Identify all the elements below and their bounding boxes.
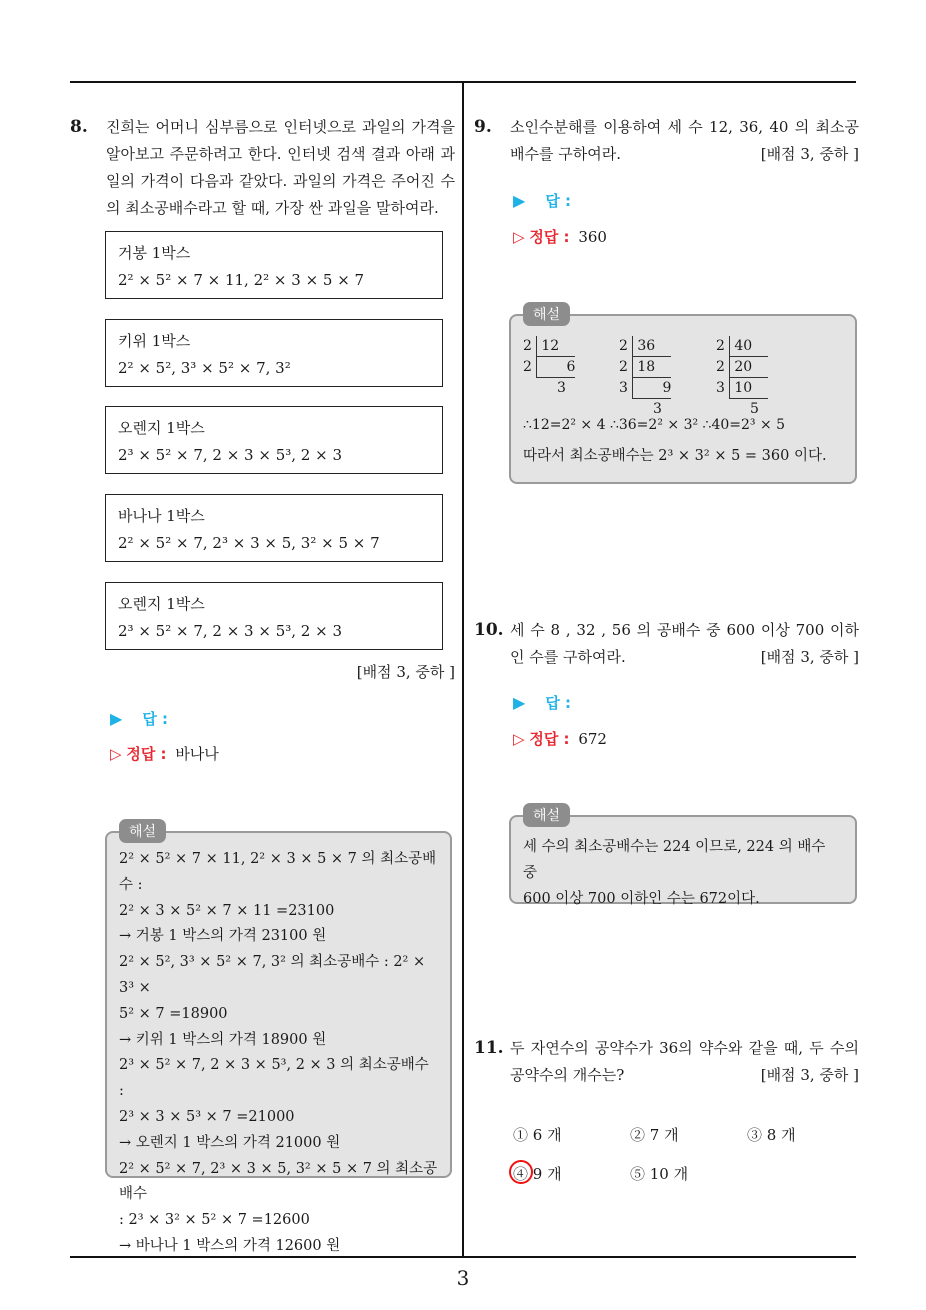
solution-line: : 2³ × 3² × 5² × 7 =12600 — [119, 1212, 310, 1229]
q8-solution — [105, 824, 452, 1254]
correct-value: 672 — [578, 730, 607, 748]
solution-tag: 해설 — [523, 803, 570, 827]
fruit-box-3 — [105, 494, 443, 562]
correct-value: 360 — [578, 228, 607, 246]
answer-label: 답 : — [545, 192, 572, 210]
choice-3[interactable]: ③ 8 개 — [747, 1126, 796, 1144]
solution-tag: 해설 — [523, 302, 570, 326]
question-11 — [474, 1035, 859, 1089]
correct-label: 정답 : — [126, 745, 167, 763]
choice-1[interactable]: ① 6 개 — [513, 1126, 562, 1144]
correct-triangle-icon: ▷ — [513, 228, 525, 246]
question-text: 두 자연수의 공약수가 36의 약수와 같을 때, 두 수의 공약수의 개수는? — [510, 1039, 859, 1084]
question-10 — [474, 617, 859, 671]
question-number: 9. — [474, 117, 492, 137]
score-meta: [배점 3, 중하 ] — [760, 648, 859, 666]
solution-line: 2² × 5², 3³ × 5² × 7, 3² 의 최소공배수 : 2² × 3³ × — [119, 954, 426, 996]
q8-correct-row — [110, 743, 219, 764]
fruit-title: 오렌지 1박스 — [118, 595, 205, 613]
question-text: 세 수 8 , 32 , 56 의 공배수 중 600 이상 700 이하인 수를 구하여라. — [510, 621, 859, 666]
play-triangle-icon: ▶ — [110, 709, 123, 728]
fruit-title: 오렌지 1박스 — [118, 419, 205, 437]
q10-answer-row — [513, 692, 571, 713]
fruit-expr: 2³ × 5² × 7, 2 × 3 × 5³, 2 × 3 — [118, 446, 342, 464]
solution-tag: 해설 — [119, 819, 166, 843]
choice-4[interactable]: ④ 9 개 — [513, 1165, 562, 1183]
play-triangle-icon: ▶ — [513, 191, 526, 210]
solution-line: 5² × 7 =18900 — [119, 1005, 228, 1022]
q9-answer-row — [513, 190, 571, 211]
q8-answer-row — [110, 708, 168, 729]
correct-value: 바나나 — [175, 745, 219, 763]
question-number: 10. — [474, 620, 504, 640]
solution-line: → 키위 1 박스의 가격 18900 원 — [119, 1031, 327, 1048]
division-12: 2 12 2 6 3 — [523, 338, 576, 396]
solution-line: 세 수의 최소공배수는 224 이므로, 224 의 배수 중 — [523, 839, 826, 881]
fruit-expr: 2² × 5² × 7 × 11, 2² × 3 × 5 × 7 — [118, 271, 365, 289]
play-triangle-icon: ▶ — [513, 693, 526, 712]
fruit-expr: 2² × 5², 3³ × 5² × 7, 3² — [118, 359, 291, 377]
solution-line: 2³ × 3 × 5³ × 7 =21000 — [119, 1108, 295, 1125]
fruit-title: 거봉 1박스 — [118, 244, 191, 262]
fruit-box-1 — [105, 319, 443, 387]
question-number: 11. — [474, 1038, 504, 1058]
factor-line: ∴12=2² × 4 ∴36=2² × 3² ∴40=2³ × 5 — [523, 417, 786, 433]
correct-triangle-icon: ▷ — [513, 730, 525, 748]
conclusion-line: 따라서 최소공배수는 2³ × 3² × 5 = 360 이다. — [523, 448, 827, 464]
answer-label: 답 : — [142, 710, 169, 728]
selected-circle-icon — [509, 1160, 533, 1184]
answer-label: 답 : — [545, 694, 572, 712]
score-meta: [배점 3, 중하 ] — [760, 145, 859, 163]
solution-line: 600 이상 700 이하인 수는 672이다. — [523, 890, 760, 907]
q9-solution — [509, 307, 857, 484]
fruit-box-0 — [105, 231, 443, 299]
solution-line: 2³ × 5² × 7, 2 × 3 × 5³, 2 × 3 의 최소공배수 : — [119, 1057, 429, 1100]
question-text: 소인수분해를 이용하여 세 수 12, 36, 40 의 최소공배수를 구하여라. — [510, 118, 859, 163]
solution-line: → 바나나 1 박스의 가격 12600 원 — [119, 1237, 341, 1254]
fruit-title: 바나나 1박스 — [118, 507, 205, 525]
q10-solution — [509, 808, 857, 907]
correct-label: 정답 : — [529, 730, 570, 748]
question-9 — [474, 114, 859, 168]
question-number: 8. — [70, 117, 88, 137]
solution-line: 2² × 5² × 7, 2³ × 3 × 5, 3² × 5 × 7 의 최소공배수 — [119, 1160, 438, 1203]
correct-triangle-icon: ▷ — [110, 745, 122, 763]
q8-meta — [300, 659, 455, 686]
score-meta: [배점 3, 중하 ] — [760, 1066, 859, 1084]
question-text: 진희는 어머니 심부름으로 인터넷으로 과일의 가격을 알아보고 주문하려고 한다. 인터넷 검색 결과 아래 과일의 가격이 다음과 같았다. 과일의 가격은 주어진 수의 최소공배수라고 할 때, 가장 싼 과일을 말하여라. — [106, 118, 455, 217]
solution-line: → 거봉 1 박스의 가격 23100 원 — [119, 928, 327, 945]
question-8 — [70, 114, 455, 222]
division-40: 2 40 2 20 3 10 5 — [716, 336, 768, 419]
correct-label: 정답 : — [529, 228, 570, 246]
solution-line: 2² × 3 × 5² × 7 × 11 =23100 — [119, 902, 335, 919]
page-number: 3 — [456, 1266, 470, 1290]
fruit-expr: 2³ × 5² × 7, 2 × 3 × 5³, 2 × 3 — [118, 622, 342, 640]
solution-line: 2² × 5² × 7 × 11, 2² × 3 × 5 × 7 의 최소공배수 : — [119, 851, 437, 893]
fruit-box-4 — [105, 582, 443, 650]
score-meta: [배점 3, 중하 ] — [356, 663, 455, 681]
fruit-box-2 — [105, 406, 443, 474]
division-36: 2 36 2 18 3 9 3 — [619, 338, 672, 417]
solution-line: → 오렌지 1 박스의 가격 21000 원 — [119, 1134, 341, 1151]
choice-2[interactable]: ② 7 개 — [630, 1126, 679, 1144]
choice-5[interactable]: ⑤ 10 개 — [630, 1165, 689, 1183]
q10-correct-row — [513, 728, 607, 749]
q9-correct-row — [513, 226, 607, 247]
fruit-title: 키위 1박스 — [118, 332, 191, 350]
column-divider — [462, 83, 464, 1258]
fruit-expr: 2² × 5² × 7, 2³ × 3 × 5, 3² × 5 × 7 — [118, 534, 380, 552]
